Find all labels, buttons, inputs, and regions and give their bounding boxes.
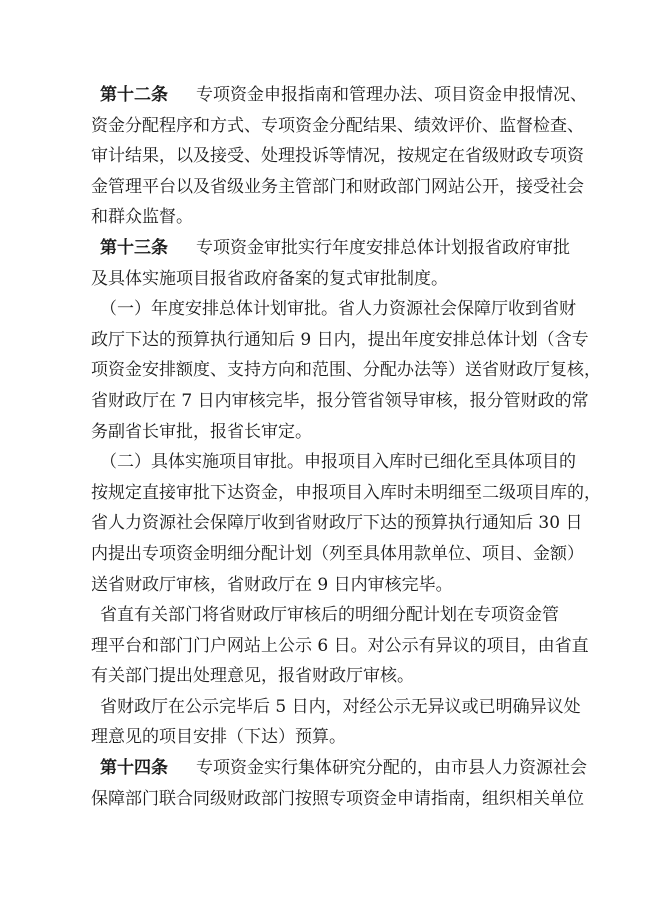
text-line: 理平台和部门门户网站上公示 6 日。对公示有异议的项目，由省直 — [91, 635, 589, 656]
text-line: 金管理平台以及省级业务主管部门和财政部门网站公开，接受社会 — [91, 176, 584, 197]
text-line: 务副省长审批，报省长审定。 — [91, 421, 312, 442]
paragraph-project-approval — [91, 447, 601, 600]
text-line: 送省财政厅审核，省财政厅在 9 日内审核完毕。 — [91, 574, 453, 595]
text-line: 专项资金申报指南和管理办法、项目资金申报情况、 — [196, 85, 587, 105]
text-line: 内提出专项资金明细分配计划（列至具体用款单位、项目、金额） — [91, 543, 584, 564]
text-line: 项资金安排额度、支持方向和范围、分配办法等）送省财政厅复核， — [91, 360, 601, 381]
paragraph-publicity — [91, 600, 587, 692]
text-line: 审计结果，以及接受、处理投诉等情况，按规定在省级财政专项资 — [91, 146, 584, 167]
article-13 — [91, 233, 587, 294]
text-line: 专项资金实行集体研究分配的，由市县人力资源社会 — [196, 758, 587, 779]
paragraph-annual-plan — [91, 294, 601, 447]
text-line: 省财政厅在 7 日内审核完毕，报分管省领导审核，报分管财政的常 — [91, 390, 589, 411]
text-line: 资金分配程序和方式、专项资金分配结果、绩效评价、监督检查、 — [91, 115, 584, 136]
article-12 — [91, 80, 587, 233]
text-line: 省财政厅在公示完毕后 5 日内，对经公示无异议或已明确异议处 — [100, 696, 581, 717]
paragraph-budget — [91, 692, 587, 753]
text-line: 理意见的项目安排（下达）预算。 — [91, 727, 346, 748]
text-line: （二）具体实施项目审批。申报项目入库时已细化至具体项目的 — [100, 452, 576, 473]
text-line: 及具体实施项目报省政府备案的复式审批制度。 — [91, 268, 448, 289]
text-line: 和群众监督。 — [91, 207, 193, 228]
text-line: 省直有关部门将省财政厅审核后的明细分配计划在专项资金管 — [100, 605, 559, 626]
document-page — [91, 80, 601, 814]
text-line: 保障部门联合同级财政部门按照专项资金申请指南，组织相关单位 — [91, 788, 584, 809]
article-heading: 第十三条 — [100, 237, 168, 258]
article-14 — [91, 753, 587, 814]
article-heading: 第十二条 — [100, 85, 168, 105]
text-line: 专项资金审批实行年度安排总体计划报省政府审批 — [196, 237, 570, 258]
text-line: 省人力资源社会保障厅收到省财政厅下达的预算执行通知后 30 日 — [91, 513, 583, 534]
text-line: 按规定直接审批下达资金，申报项目入库时未明细至二级项目库的， — [91, 482, 601, 503]
text-line: （一）年度安排总体计划审批。省人力资源社会保障厅收到省财 — [100, 299, 576, 320]
article-heading: 第十四条 — [100, 758, 168, 779]
text-line: 有关部门提出处理意见，报省财政厅审核。 — [91, 666, 414, 687]
text-line: 政厅下达的预算执行通知后 9 日内，提出年度安排总体计划（含专 — [91, 329, 589, 350]
